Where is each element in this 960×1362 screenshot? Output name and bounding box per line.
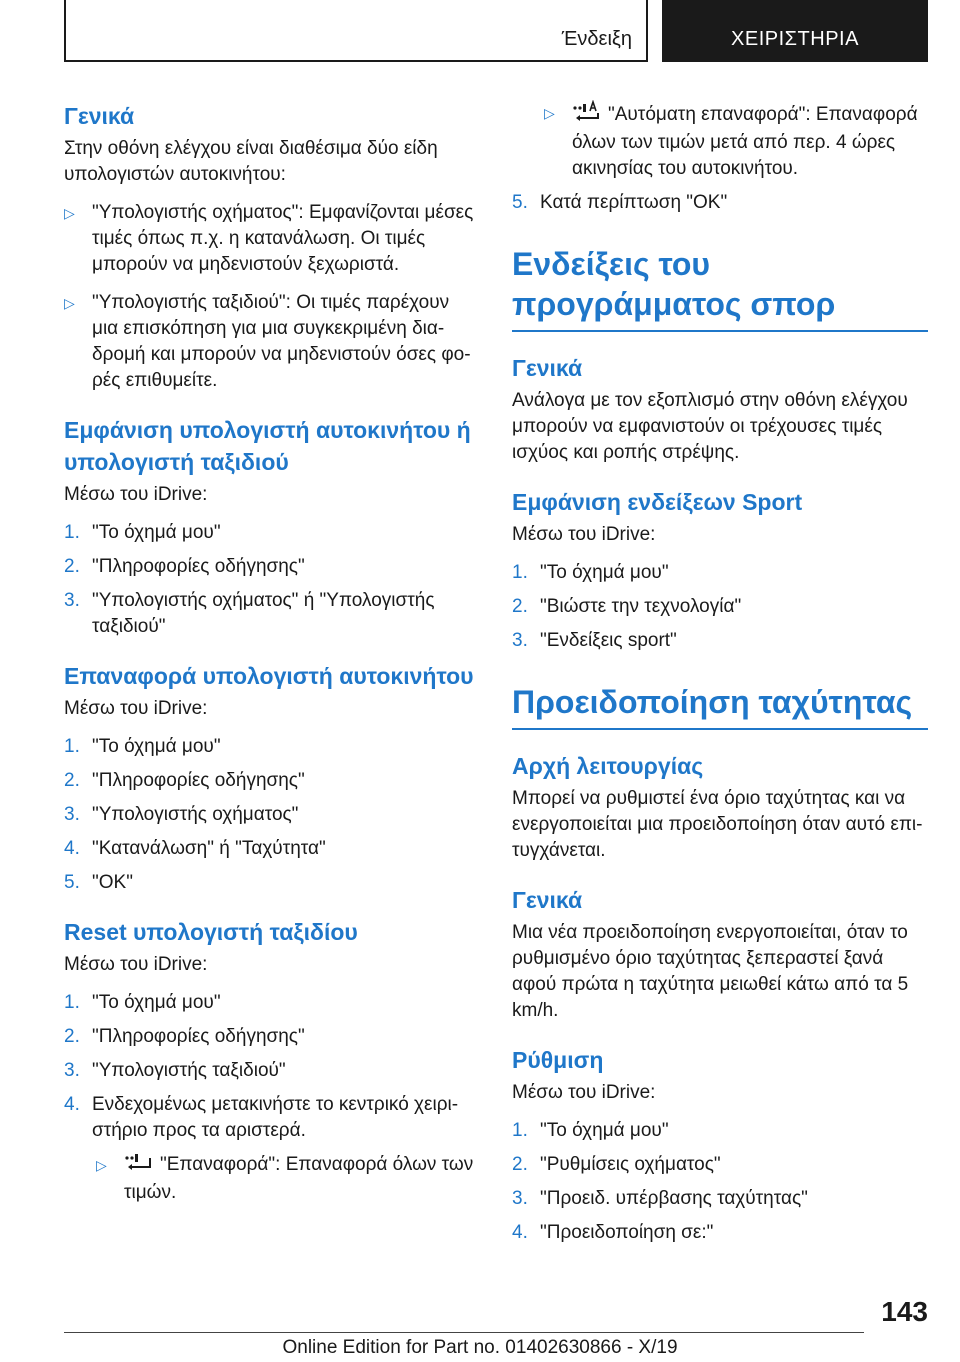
sub-list-item [64,1152,480,1206]
step-text: "Το όχημά μου" [92,992,221,1013]
heading-general: Γενικά [512,355,583,381]
via-idrive: Μέσω του iDrive: [512,524,656,545]
bullet-marker: ▷ [64,295,75,311]
step-number: 4. [512,1222,528,1243]
heading-general: Γενικά [512,887,583,913]
step-number: 2. [512,1154,528,1175]
step-text: "Το όχημά μου" [92,522,221,543]
list-item [512,1220,928,1246]
step-number: 2. [64,1026,80,1047]
bullet-marker: ▷ [96,1157,107,1173]
heading-display-computer: Εμφάνιση υπολογιστή αυτοκινήτου ή υπολογιστή ταξιδιού [64,417,471,475]
footer-edition: Online Edition for Part no. 01402630866 - X/19 [282,1337,678,1358]
list-item [64,200,480,278]
via-idrive: Μέσω του iDrive: [64,484,208,505]
list-item [64,990,480,1016]
step-text: "Προειδοποίηση σε:" [540,1222,714,1243]
step-text: "Πληροφορίες οδήγησης" [92,556,305,577]
list-item [512,594,928,620]
heading-speed-warning: Προειδοποίηση ταχύτητας [512,682,928,730]
heading-reset-vehicle: Επαναφορά υπολογιστή αυτοκινήτου [64,663,474,689]
left-column [64,100,480,1206]
list-item [512,190,928,216]
reset-icon [124,1152,154,1180]
list-item [64,836,480,862]
via-idrive: Μέσω του iDrive: [64,954,208,975]
list-item [64,734,480,760]
via-idrive: Μέσω του iDrive: [64,698,208,719]
step-number: 3. [512,630,528,651]
step-text: "Υπολογιστής οχήματος" ή "Υπολογιστής ταξιδιού" [92,590,435,637]
step-number: 3. [512,1188,528,1209]
page-header [64,0,928,64]
step-text: "Προειδ. υπέρβασης ταχύτητας" [540,1188,808,1209]
step-number: 1. [512,562,528,583]
list-item [64,1024,480,1050]
step-number: 2. [64,556,80,577]
principle-text: Μπορεί να ρυθμιστεί ένα όριο ταχύτητας και να ενεργοποιείται μια προειδοποίηση όταν αυτό επιτυγχάνεται. [512,788,923,861]
auto-reset-icon [572,100,602,130]
section-title: Ένδειξη [561,28,632,50]
list-item [64,290,480,394]
list-item [64,554,480,580]
bullet-marker: ▷ [64,205,75,221]
step-text: "Το όχημά μου" [540,1120,669,1141]
intro-text: Στην οθόνη ελέγχου είναι διαθέσιμα δύο είδη υπολογιστών αυτοκινήτου: [64,138,438,185]
heading-sport-display: Εμφάνιση ενδείξεων Sport [512,489,803,515]
heading-general: Γενικά [64,103,135,129]
sub-list-text: "Επαναφορά": Επαναφορά όλων των τιμών. [124,1154,474,1203]
step-text: "Υπολογιστής ταξιδιού" [92,1060,286,1081]
chapter-title: ΧΕΙΡΙΣΤΗΡΙΑ [731,28,859,50]
list-item [64,802,480,828]
general-text: Μια νέα προειδοποίηση ενεργοποιείται, όταν το ρυθμισμένο όριο ταχύτητας ξεπεραστεί ξανά αφού πρώτα η ταχύτητα μειωθεί κάτω από τα 5 km/h. [512,922,909,1021]
list-item [64,588,480,640]
heading-sport-displays: Ενδείξεις του προγράμματος σπορ [512,244,928,332]
list-item [64,1092,480,1144]
step-text: "Υπολογιστής οχήματος" [92,804,299,825]
step-number: 3. [64,804,80,825]
heading-principle: Αρχή λειτουργίας [512,753,704,779]
list-item [512,1186,928,1212]
step-number: 1. [64,522,80,543]
page-number: 143 [881,1296,928,1327]
list-item [512,1118,928,1144]
step-text: "Το όχημά μου" [540,562,669,583]
step-number: 2. [512,596,528,617]
step-number: 1. [64,992,80,1013]
via-idrive: Μέσω του iDrive: [512,1082,656,1103]
section-tab [64,0,648,62]
step-number: 1. [512,1120,528,1141]
list-item [64,520,480,546]
list-item-text: "Υπολογιστής οχήματος": Εμφανίζονται μέσες τιμές όπως π.χ. η κατανάλωση. Οι τιμές μπορούν να μηδενιστούν ξεχωριστά. [92,202,474,275]
sub-list-text: "Αυτόματη επαναφορά": Επαναφορά όλων των τιμών μετά από περ. 4 ώρες ακινησίας του αυτοκινήτου. [572,104,918,179]
step-text: Ενδεχομένως μετακινήστε το κεντρικό χειριστήριο προς τα αριστερά. [92,1094,459,1141]
list-item-text: "Υπολογιστής ταξιδιού": Οι τιμές παρέχουν μια επισκόπηση για μια συγκεκριμένη διαδρομή και μπορούν να μηδενιστούν όσες φορές επιθυμείτε. [92,292,471,391]
sport-intro: Ανάλογα με τον εξοπλισμό στην οθόνη ελέγχου μπορούν να εμφανιστούν οι τρέχουσες τιμές ισχύος και ροπής στρέψης. [512,390,908,463]
step-number: 5. [64,872,80,893]
step-number: 5. [512,192,528,213]
step-text: "Βιώστε την τεχνολογία" [540,596,742,617]
step-text: "Πληροφορίες οδήγησης" [92,1026,305,1047]
step-text: "Ενδείξεις sport" [540,630,677,651]
right-column [512,100,928,1246]
step-number: 4. [64,1094,80,1115]
heading-reset-trip: Reset υπολογιστή ταξιδίου [64,919,358,945]
list-item [512,560,928,586]
step-text: "Πληροφορίες οδήγησης" [92,770,305,791]
step-number: 3. [64,590,80,611]
step-text: "OK" [92,872,133,893]
step-text: "Το όχημά μου" [92,736,221,757]
list-item [64,1058,480,1084]
bullet-marker: ▷ [544,105,555,121]
sub-list-item [512,100,928,182]
list-item [64,870,480,896]
footer-divider [64,1332,864,1333]
heading-setting: Ρύθμιση [512,1047,604,1073]
step-number: 3. [64,1060,80,1081]
step-number: 1. [64,736,80,757]
list-item [512,628,928,654]
list-item [64,768,480,794]
step-text: "Κατανάλωση" ή "Ταχύτητα" [92,838,326,859]
step-text: "Ρυθμίσεις οχήματος" [540,1154,721,1175]
step-number: 4. [64,838,80,859]
chapter-tab [662,0,928,62]
list-item [512,1152,928,1178]
step-number: 2. [64,770,80,791]
step-text: Κατά περίπτωση "OK" [540,192,728,213]
